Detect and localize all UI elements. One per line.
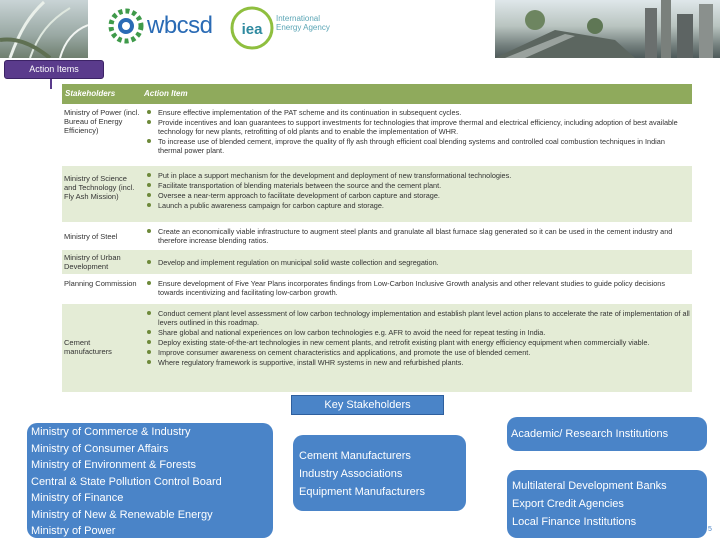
- action-text: Deploy existing state-of-the-art technologies in new cement plants, and retrofit existing plant with energy efficiency equipment when commercially viable.: [158, 338, 650, 347]
- action-text: Conduct cement plant level assessment of low carbon technology implementation and establish plant level action plans to accelerate the rate of implementation of all levers outlined in this roadmap.: [158, 309, 690, 327]
- action-item: [144, 328, 690, 337]
- page-number: 5: [708, 526, 712, 533]
- government-stakeholders-panel: [27, 423, 273, 538]
- stakeholder-entry: Export Credit Agencies: [512, 498, 624, 510]
- action-text: Improve consumer awareness on cement characteristics and applications, and promote the use of blended cement.: [158, 348, 531, 357]
- action-text: Ensure effective implementation of the PAT scheme and its continuation in subsequent cycles.: [158, 108, 462, 117]
- action-item: [144, 191, 690, 200]
- action-item: [144, 358, 690, 367]
- key-stakeholders-label: Key Stakeholders: [291, 395, 444, 415]
- action-item: [144, 227, 690, 245]
- finance-stakeholders-panel: [507, 470, 707, 538]
- action-item: [144, 348, 690, 357]
- stakeholder-entry: Equipment Manufacturers: [299, 486, 425, 498]
- wbcsd-logo: [108, 8, 218, 44]
- stakeholder-entry: Ministry of Finance: [31, 492, 124, 504]
- action-item: [144, 118, 690, 136]
- plant-photo: [0, 0, 88, 58]
- stakeholder-cell: Ministry of Science and Technology (incl. Fly Ash Mission): [64, 174, 135, 201]
- action-text: Develop and implement regulation on municipal solid waste collection and segregation.: [158, 258, 439, 267]
- stakeholder-entry: Multilateral Development Banks: [512, 480, 667, 492]
- stakeholder-entry: Ministry of Consumer Affairs: [31, 442, 169, 455]
- action-text: Provide incentives and loan guarantees to support investments for technologies that improve thermal and electrical efficiency, including adoption of best available technology for new plants, retrofitting of old plants and to enable the implementation of WHR.: [158, 118, 678, 136]
- table-row: [62, 276, 692, 302]
- stakeholder-entry: Ministry of Commerce & Industry: [31, 426, 191, 438]
- action-item: [144, 279, 690, 297]
- action-item: [144, 171, 690, 180]
- action-text: Where regulatory framework is supportive, install WHR systems in new and refurbished plants.: [158, 358, 464, 367]
- stakeholder-entry: Academic/ Research Institutions: [511, 428, 669, 440]
- action-text: Put in place a support mechanism for the development and deployment of new transformational technologies.: [158, 171, 512, 180]
- action-items-table: [62, 84, 692, 392]
- city-photo: [495, 0, 720, 58]
- table-row: [62, 166, 692, 222]
- table-row: [62, 304, 692, 392]
- wbcsd-logo-text: wbcsd: [147, 12, 213, 39]
- stakeholder-entry: Ministry of New & Renewable Energy: [31, 508, 213, 521]
- stakeholder-entry: Local Finance Institutions: [512, 516, 637, 528]
- table-row: [62, 250, 692, 274]
- action-text: Facilitate transportation of blending materials between the source and the cement plant.: [158, 181, 442, 190]
- stakeholder-entry: Central & State Pollution Control Board: [31, 475, 222, 488]
- action-item: [144, 201, 690, 210]
- action-item: [144, 181, 690, 190]
- stakeholder-entry: Cement Manufacturers: [299, 450, 411, 462]
- action-text: To increase use of blended cement, improve the quality of fly ash through efficient coal blending systems and controlled coal combustion techniques in Indian thermal power plant.: [158, 137, 665, 155]
- header-action-item: Action Item: [144, 89, 188, 98]
- action-text: Create an economically viable infrastructure to augment steel plants and granulate all blast furnace slag generated so it can be used in the cement industry and therefore increase blending ratios.: [158, 227, 673, 245]
- stakeholder-entry: Ministry of Environment & Forests: [31, 459, 197, 471]
- industry-stakeholders-panel: [293, 435, 466, 511]
- action-item: [144, 258, 690, 267]
- svg-text:iea: iea: [241, 21, 263, 38]
- table-row: [62, 105, 692, 163]
- action-text: Launch a public awareness campaign for carbon capture and storage.: [158, 201, 384, 210]
- action-item: [144, 309, 690, 327]
- action-text: Share global and national experiences on low carbon technologies e.g. AFR to avoid the need for repeat testing in India.: [158, 328, 546, 337]
- iea-name-line2: Energy Agency: [276, 23, 330, 32]
- academic-stakeholders-panel: [507, 417, 707, 451]
- action-item: [144, 108, 690, 117]
- table-header: [62, 84, 692, 104]
- header-stakeholders: Stakeholders: [65, 89, 116, 98]
- stakeholder-entry: Ministry of Power: [31, 525, 116, 537]
- stakeholder-cell: Cement manufacturers: [64, 338, 112, 356]
- action-item: [144, 338, 690, 347]
- stakeholder-cell: Ministry of Power (incl. Bureau of Energy Efficiency): [64, 108, 140, 135]
- action-text: Oversee a near-term approach to facilitate development of carbon capture and storage.: [158, 191, 440, 200]
- stakeholder-entry: Industry Associations: [299, 468, 403, 480]
- iea-name-line1: International: [276, 14, 321, 23]
- action-item: [144, 137, 690, 155]
- stakeholder-cell: Ministry of Steel: [64, 232, 118, 241]
- header-banner: [0, 0, 720, 58]
- tab-connector-line: [50, 79, 52, 89]
- stakeholder-cell: Planning Commission: [64, 279, 137, 288]
- action-text: Ensure development of Five Year Plans incorporates findings from Low-Carbon Inclusive Growth analysis and other relevant studies to guide policy decisions towards incentivizing and facilitating low-carbon growth.: [158, 279, 666, 297]
- action-items-tab[interactable]: Action Items: [4, 60, 104, 79]
- iea-logo: [230, 6, 350, 50]
- table-row: [62, 224, 692, 248]
- stakeholder-cell: Ministry of Urban Development: [64, 253, 121, 271]
